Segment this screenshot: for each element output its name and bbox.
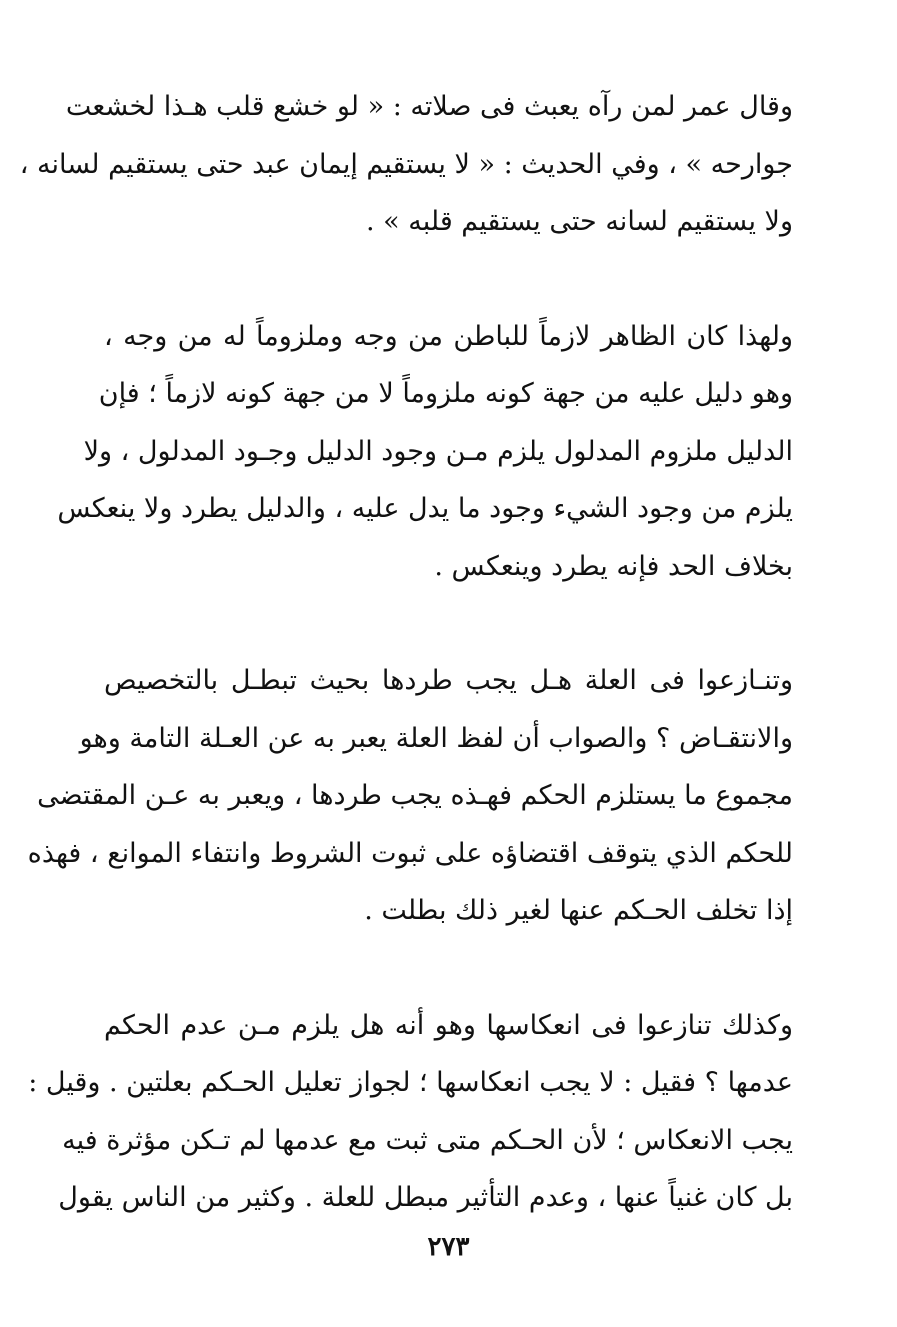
text-line: ولهذا كان الظاهر لازماً للباطن من وجه وملزوماً له من وجه ، xyxy=(104,320,793,352)
text-line: الدليل ملزوم المدلول يلزم مـن وجود الدليل وجـود المدلول ، ولا xyxy=(83,435,793,467)
text-line: عدمها ؟ فقيل : لا يجب انعكاسها ؛ لجواز تعليل الحـكم بعلتين . وقيل : xyxy=(28,1067,793,1098)
paragraph-3 xyxy=(27,652,793,940)
paragraph-2 xyxy=(57,308,793,596)
text-line: وقال عمر لمن رآه يعبث فى صلاته : « لو خشع قلب هـذا لخشعت xyxy=(65,91,793,122)
text-line: بخلاف الحد فإنه يطرد وينعكس . xyxy=(434,550,793,582)
text-line: وهو دليل عليه من جهة كونه ملزوماً لا من جهة كونه لازماً ؛ فإن xyxy=(98,378,793,409)
text-line: جوارحه » ، وفي الحديث : « لا يستقيم إيمان عبد حتى يستقيم لسانه ، xyxy=(19,148,793,180)
body-text xyxy=(19,78,793,1227)
text-line: إذا تخلف الحـكم عنها لغير ذلك بطلت . xyxy=(364,895,793,926)
paragraph-4 xyxy=(28,997,793,1227)
text-line: يجب الانعكاس ؛ لأن الحـكم متى ثبت مع عدمها لم تـكن مؤثرة فيه xyxy=(62,1124,793,1156)
text-line: والانتقـاض ؟ والصواب أن لفظ العلة يعبر به عن العـلة التامة وهو xyxy=(79,722,793,754)
text-line: وتنـازعوا فى العلة هـل يجب طردها بحيث تبطـل بالتخصيص xyxy=(104,665,793,696)
page-number: ٢٧٣ xyxy=(427,1232,470,1262)
text-line: وكذلك تنازعوا فى انعكاسها وهو أنه هل يلزم مـن عدم الحكم xyxy=(104,1009,793,1041)
text-line: يلزم من وجود الشيء وجود ما يدل عليه ، والدليل يطرد ولا ينعكس xyxy=(57,493,793,524)
text-line: مجموع ما يستلزم الحكم فهـذه يجب طردها ، ويعبر به عـن المقتضى xyxy=(37,780,793,811)
text-line: بل كان غنياً عنها ، وعدم التأثير مبطل للعلة . وكثير من الناس يقول xyxy=(58,1182,793,1213)
paragraph-1 xyxy=(19,78,793,251)
text-line: للحكم الذي يتوقف اقتضاؤه على ثبوت الشروط وانتفاء الموانع ، فهذه xyxy=(27,837,793,869)
text-line: ولا يستقيم لسانه حتى يستقيم قلبه » . xyxy=(365,206,793,237)
